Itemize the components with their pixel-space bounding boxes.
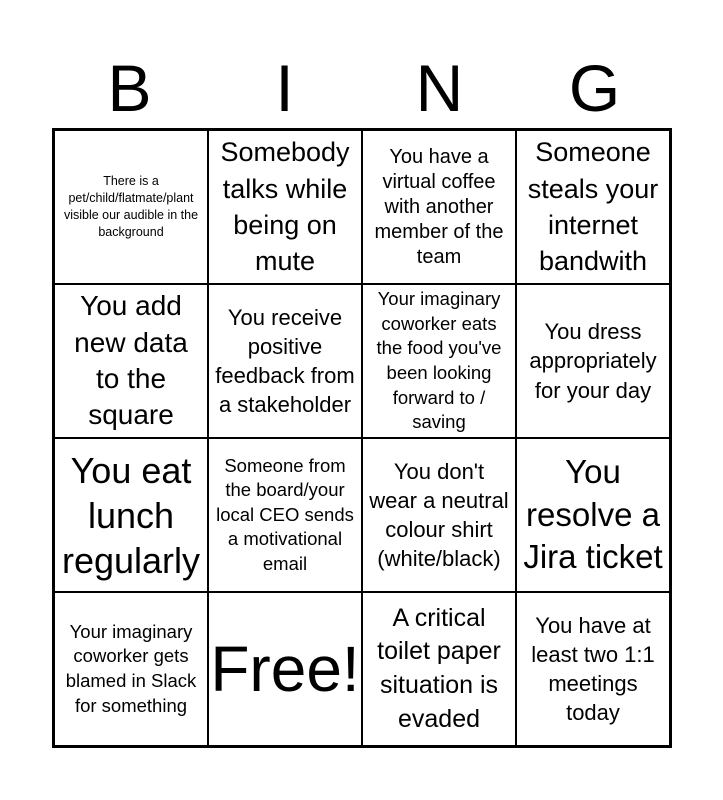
bingo-cell[interactable]	[208, 284, 362, 438]
bingo-cell-text: There is a pet/child/flatmate/plant visible our audible in the background	[63, 174, 199, 239]
bingo-cell[interactable]	[54, 130, 208, 284]
bingo-cell[interactable]	[362, 130, 516, 284]
bingo-board	[52, 128, 672, 748]
bingo-cell[interactable]	[54, 284, 208, 438]
bingo-cell-text: A critical toilet paper situation is evaded	[377, 603, 501, 733]
bingo-cell-text: You have at least two 1:1 meetings today	[531, 612, 655, 726]
bingo-cell[interactable]	[516, 592, 670, 746]
bingo-cell[interactable]	[54, 592, 208, 746]
title-letter: N	[415, 51, 464, 125]
bingo-cell-free[interactable]	[208, 592, 362, 746]
bingo-cell[interactable]	[208, 130, 362, 284]
title-letter: B	[107, 51, 152, 125]
bingo-cell-text: Free!	[210, 633, 360, 705]
bingo-cell-text: Your imaginary coworker gets blamed in Slack for something	[65, 620, 197, 716]
bingo-cell-text: Someone steals your internet bandwith	[527, 137, 659, 277]
bingo-cell-text: Somebody talks while being on mute	[220, 137, 350, 277]
bingo-cell[interactable]	[362, 592, 516, 746]
title-letter: G	[568, 51, 621, 125]
bingo-cell-text: Your imaginary coworker eats the food you've been looking forward to / saving	[376, 288, 502, 433]
bingo-cell-text: You have a virtual coffee with another member of the team	[374, 145, 504, 268]
bingo-cell[interactable]	[208, 438, 362, 592]
bingo-cell-text: You receive positive feedback from a stakeholder	[215, 304, 355, 418]
bingo-cell[interactable]	[54, 438, 208, 592]
bingo-cell-text: You dress appropriately for your day	[529, 319, 657, 403]
bingo-cell-text: You resolve a Jira ticket	[523, 452, 663, 576]
bingo-cell[interactable]	[362, 284, 516, 438]
bingo-cell[interactable]	[516, 438, 670, 592]
bingo-cell[interactable]	[516, 284, 670, 438]
bingo-cell-text: You eat lunch regularly	[61, 449, 201, 581]
bingo-cell[interactable]	[362, 438, 516, 592]
title-letter: I	[275, 51, 294, 125]
bingo-cell[interactable]	[516, 130, 670, 284]
bingo-cell-text: You don't wear a neutral colour shirt (white/black)	[369, 458, 509, 572]
bingo-cell-text: Someone from the board/your local CEO sends a motivational email	[216, 454, 354, 574]
bingo-cell-text: You add new data to the square	[74, 290, 188, 431]
bingo-title	[52, 48, 672, 128]
